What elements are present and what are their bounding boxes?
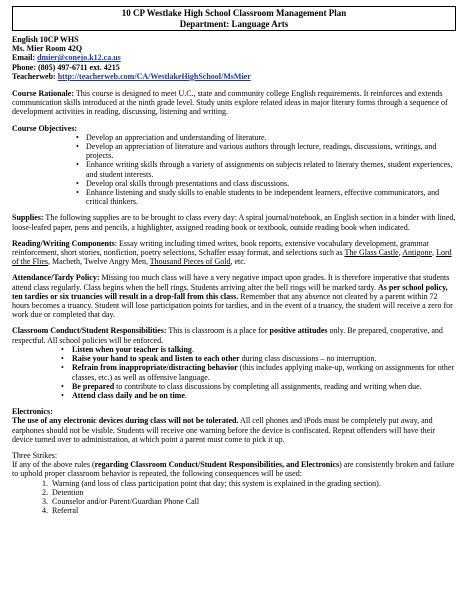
attendance-label: Attendance/Tardy Policy: <box>12 273 100 283</box>
email-line <box>12 53 456 62</box>
bullet-icon: • <box>76 132 79 142</box>
list-item: • Be prepared to contribute to class discussions by completing all assignments, reading and writing when due. <box>61 381 422 391</box>
attendance-policy: Attendance/Tardy Policy: Missing too much class will have a very negative impact upon grades. It is therefore imperative that students attend class regularly. Class begins when the bell rings. Students arriving after the bell rings will be marked tardy. As per school policy, ten tardies or six truancies will result in a drop-fall from this class. Remember that any absence not cleared by a parent within 72 hours becomes a truancy. Student will lose participation points for tardies, and in the event of a truancy, the student will receive a zero for work due or completed that day. <box>12 273 453 320</box>
book-title: Lord of the Flies <box>12 248 452 267</box>
teacherweb-label: Teacherweb: <box>12 71 58 81</box>
list-item: 3. Counselor and/or Parent/Guardian Phone Call <box>42 496 200 506</box>
classroom-conduct: Classroom Conduct/Student Responsibilities: This is classroom is a place for positive attitudes only. Be prepared, cooperative, and respectful. All school policies will be enforced. • Listen when your teacher is talking. • Raise your hand to speak and listen to each other during class discussions – no interruption. • Refrain from inappropriate/distracting behavior (this includes applying make-up, working on assignments for other classes, etc.) as well as offensive language. • Be prepared to contribute to class discussions by completing all assignments, reading and writing when due. • Attend class daily and be on time. <box>12 326 455 400</box>
three-strikes: Three Strikes: If any of the above rules (regarding Classroom Conduct/Student Responsibilities, and Electronics) are consistently broken and failure to uphold proper classroom behavior is repeated, the following consequences will be used: 1. Warning (and loss of class participation point that day; this system is explained in the grading section). 2. Detention 3. Counselor and/or Parent/Guardian Phone Call 4. Referral <box>12 450 455 516</box>
course-objectives <box>12 124 456 207</box>
book-title: The Glass Castle <box>344 248 399 258</box>
course-line: English 10CP WHS <box>12 35 79 44</box>
list-item: • Raise your hand to speak and listen to each other during class discussions – no interruption. <box>61 354 377 364</box>
reading-label: Reading/Writing Components <box>12 238 115 248</box>
list-item: • Enhance writing skills through a variety of assignments on subjects related to literary themes, student experiences, and student interests. <box>76 160 453 179</box>
document-header <box>12 6 456 31</box>
list-item: • Refrain from inappropriate/distracting behavior (this includes applying make-up, working on assignments for other classes, etc.) as well as offensive language. <box>61 363 455 382</box>
teacherweb-link[interactable]: http://teacherweb.com/CA/WestlakeHighSchool/MsMier <box>57 71 251 81</box>
bullet-icon: • <box>61 381 64 391</box>
bullet-icon: • <box>76 160 79 170</box>
book-title: Thousand Pieces of Gold <box>149 257 231 267</box>
document-title: 10 CP Westlake High School Classroom Management Plan <box>121 8 347 18</box>
bullet-icon: • <box>61 354 64 364</box>
department-line: Department: Language Arts <box>179 18 289 29</box>
objectives-label: Course Objectives: <box>12 123 78 133</box>
supplies-text: The following supplies are to be brought to class every day: A spiral journal/notebook, an English section in a binder with lined, loose-leafed paper, pens and pencils, a highlighter, assigned reading book or textbook, outside reading book when indicated. <box>12 213 456 232</box>
bullet-icon: • <box>76 188 79 198</box>
rationale-text: This course is designed to meet U.C., state and community college English requirements. It reinforces and extends communication skills introduced at the ninth grade level. Study units explore related ideas in major literary forms through a sequence of development activities in reading, discussing, listening and writing. <box>12 89 448 117</box>
list-item: • Enhance listening and study skills to enable students to be independent learners, effective communicators, and critical thinkers. <box>76 188 440 207</box>
email-link[interactable]: dmier@conejo.k12.ca.us <box>37 53 121 63</box>
bullet-icon: • <box>76 178 79 188</box>
list-item: 4. Referral <box>42 506 79 516</box>
supplies-label: Supplies: <box>12 213 44 223</box>
phone-line: Phone: (805) 497-6711 ext. 4215 <box>12 62 120 72</box>
supplies <box>12 213 456 231</box>
teacherweb-line <box>12 72 456 81</box>
bullet-icon: • <box>61 390 64 400</box>
list-item: 1. Warning (and loss of class participation point that day; this system is explained in the grading section). <box>42 478 381 488</box>
course-rationale <box>12 89 456 117</box>
electronics-policy: Electronics: The use of any electronic devices during class will not be tolerated. All cell phones and iPods must be completely put away, and earphones should not be visible. Students will receive one warning before the device is confiscated. Repeat offenders will have their device turned over to administration, at which point a parent must come to pick it up. <box>12 407 456 444</box>
rationale-label: Course Rationale: <box>12 89 74 99</box>
electronics-label: Electronics: <box>12 407 53 417</box>
teacher-room-line: Ms. Mier Room 42Q <box>12 44 83 54</box>
book-title: Antigone <box>402 248 433 258</box>
bullet-icon: • <box>61 363 64 373</box>
list-item: • Develop oral skills through presentations and class discussions. <box>76 178 290 188</box>
conduct-label: Classroom Conduct/Student Responsibilities: <box>12 326 167 336</box>
bullet-icon: • <box>76 142 79 152</box>
list-item: • Attend class daily and be on time. <box>61 390 187 400</box>
reading-writing: Reading/Writing Components: Essay writing including timed writes, book reports, extensive vocabulary development, grammar reinforcement, short stories, nonfiction, poetry selections, Schaffer essay format, and selections such as The Glass Castle, Antigone, Lord of the Flies, Macbeth, Twelve Angry Men, Thousand Pieces of Gold, etc. <box>12 238 452 267</box>
list-item: • Develop an appreciation and understanding of literature. <box>76 132 267 142</box>
bullet-icon: • <box>61 344 64 354</box>
teacher-info <box>12 35 456 81</box>
list-item: 2. Detention <box>42 487 84 497</box>
list-item: • Listen when your teacher is talking. <box>61 344 194 354</box>
email-label: Email: <box>12 53 38 63</box>
list-item: • Develop an appreciation of literature and various authors through lecture, readings, discussions, writings, and projects. <box>76 142 437 161</box>
strikes-label: Three Strikes: <box>12 450 58 460</box>
